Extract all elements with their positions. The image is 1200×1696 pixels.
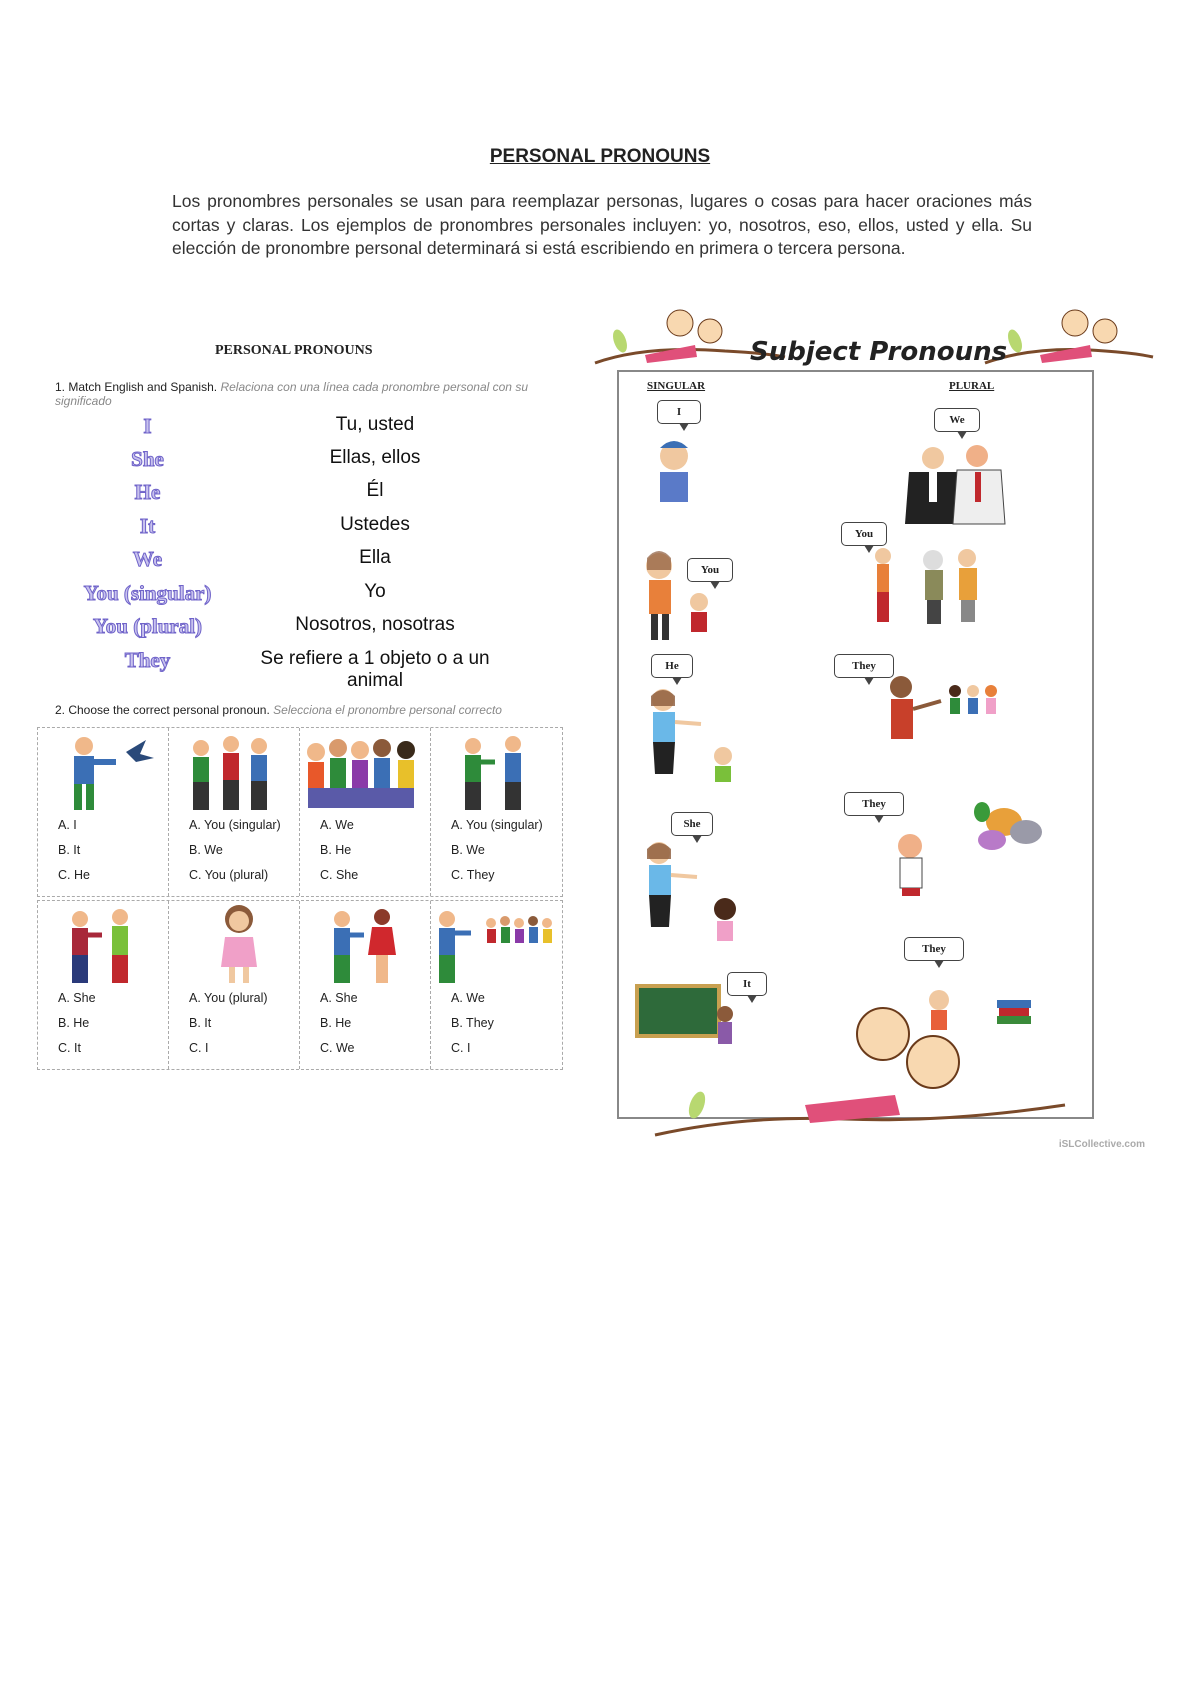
option-b[interactable]: B. He xyxy=(58,1016,90,1030)
option-c[interactable]: C. You (plural) xyxy=(189,868,269,882)
option-b[interactable]: B. He xyxy=(320,843,352,857)
option-b[interactable]: B. It xyxy=(189,1016,212,1030)
option-c[interactable]: C. I xyxy=(451,1041,471,1055)
teacher-and-girl-illustration xyxy=(637,837,747,967)
question-cell xyxy=(38,728,169,896)
exercise1-instruction: 1. Match English and Spanish. Relaciona con una línea cada pronombre personal con su significado xyxy=(55,380,528,408)
spanish-meaning: Yo xyxy=(364,581,386,602)
option-a[interactable]: A. I xyxy=(58,818,77,832)
boy-pointing-at-group-illustration xyxy=(433,905,559,987)
speech-bubble-we: We xyxy=(934,408,980,432)
option-a[interactable]: A. We xyxy=(451,991,485,1005)
question-cell xyxy=(431,901,561,1069)
option-a[interactable]: A. You (singular) xyxy=(189,818,281,832)
speech-bubble-he: He xyxy=(651,654,693,678)
option-b[interactable]: B. He xyxy=(320,1016,352,1030)
group-of-kids-illustration xyxy=(302,730,428,814)
subject-pronouns-poster xyxy=(585,305,1155,1155)
option-c[interactable]: C. We xyxy=(320,1041,355,1055)
man-and-animals-illustration xyxy=(874,792,1064,912)
english-pronoun: She xyxy=(131,447,164,471)
page-title: PERSONAL PRONOUNS xyxy=(489,146,711,167)
intro-paragraph: Los pronombres personales se usan para reemplazar personas, lugares o cosas para hacer oraciones más cortas y claras. Los ejemplos de pronombres personales incluyen: yo, nosotros, eso, ellos, usted y ella. Su elección de pronombre personal determinará si está escribiendo en primera o tercera persona. xyxy=(172,191,1032,258)
girl-and-elderly-people-illustration xyxy=(869,542,999,632)
option-a[interactable]: A. You (singular) xyxy=(451,818,543,832)
option-a[interactable]: A. You (plural) xyxy=(189,991,268,1005)
option-a[interactable]: A. We xyxy=(320,818,354,832)
speech-bubble-they-2: They xyxy=(844,792,904,816)
two-people-illustration xyxy=(451,732,551,814)
spanish-meaning: Ellas, ellos xyxy=(329,447,421,468)
three-people-illustration xyxy=(179,732,289,814)
english-pronoun: He xyxy=(134,480,161,504)
question-cell xyxy=(169,901,300,1069)
speech-bubble-you: You xyxy=(687,558,733,582)
girl-illustration xyxy=(209,903,269,987)
exercise2-row-2 xyxy=(37,900,563,1070)
question-cell xyxy=(431,728,561,896)
option-b[interactable]: B. We xyxy=(451,843,485,857)
english-pronoun: They xyxy=(124,648,171,672)
english-pronoun: We xyxy=(132,547,163,571)
speech-bubble-i: I xyxy=(657,400,701,424)
boy-and-girl-illustration xyxy=(320,905,420,987)
girl-at-chalkboard-illustration xyxy=(633,980,743,1060)
speech-bubble-they-3: They xyxy=(904,937,964,961)
speech-bubble-you-plural: You xyxy=(841,522,887,546)
option-b[interactable]: B. It xyxy=(58,843,81,857)
question-cell xyxy=(300,728,431,896)
spanish-meaning: Se refiere a 1 objeto o a un animal xyxy=(260,648,490,691)
boy-with-cap-illustration xyxy=(644,434,704,509)
speech-bubble-it: It xyxy=(727,972,767,996)
spanish-meaning: Nosotros, nosotras xyxy=(295,614,455,635)
english-pronoun: You (plural) xyxy=(92,614,203,638)
spanish-meaning: Ustedes xyxy=(340,514,410,535)
english-pronoun: It xyxy=(139,514,156,538)
spanish-meaning: Él xyxy=(366,480,384,501)
woman-and-boy-illustration xyxy=(637,544,737,644)
question-cell xyxy=(38,901,169,1069)
teacher-and-boy-illustration xyxy=(641,684,751,809)
exercise2-row-1 xyxy=(37,727,563,897)
singular-heading: SINGULAR xyxy=(647,380,706,392)
worksheet-title: PERSONAL PRONOUNS xyxy=(215,343,373,358)
option-c[interactable]: C. She xyxy=(320,868,359,882)
person-pointing-bird-illustration xyxy=(56,732,161,814)
spanish-meaning: Tu, usted xyxy=(335,414,415,435)
spanish-meaning: Ella xyxy=(359,547,391,568)
teacher-and-children-illustration xyxy=(881,667,1021,757)
option-b[interactable]: B. We xyxy=(189,843,223,857)
option-c[interactable]: C. I xyxy=(189,1041,209,1055)
option-a[interactable]: A. She xyxy=(320,991,358,1005)
option-a[interactable]: A. She xyxy=(58,991,96,1005)
worksheet-image xyxy=(35,330,565,1120)
poster-title: Subject Pronouns xyxy=(750,337,1008,367)
english-pronoun: I xyxy=(143,414,152,438)
question-cell xyxy=(300,901,431,1069)
speech-bubble-they-1: They xyxy=(834,654,894,678)
bottom-banner-decoration xyxy=(645,1085,1075,1155)
two-men-illustration xyxy=(901,442,1011,527)
option-c[interactable]: C. He xyxy=(58,868,90,882)
boy-pointing-illustration xyxy=(58,905,158,987)
question-cell xyxy=(169,728,300,896)
exercise2-instruction: 2. Choose the correct personal pronoun. Selecciona el pronombre personal correcto xyxy=(55,703,502,717)
speech-bubble-she: She xyxy=(671,812,713,836)
option-c[interactable]: C. It xyxy=(58,1041,81,1055)
poster-frame xyxy=(617,370,1094,1119)
english-pronoun: You (singular) xyxy=(83,581,212,605)
watermark: iSLCollective.com xyxy=(1058,1139,1145,1150)
plural-heading: PLURAL xyxy=(949,380,995,392)
option-b[interactable]: B. They xyxy=(451,1016,494,1030)
option-c[interactable]: C. They xyxy=(451,868,495,882)
